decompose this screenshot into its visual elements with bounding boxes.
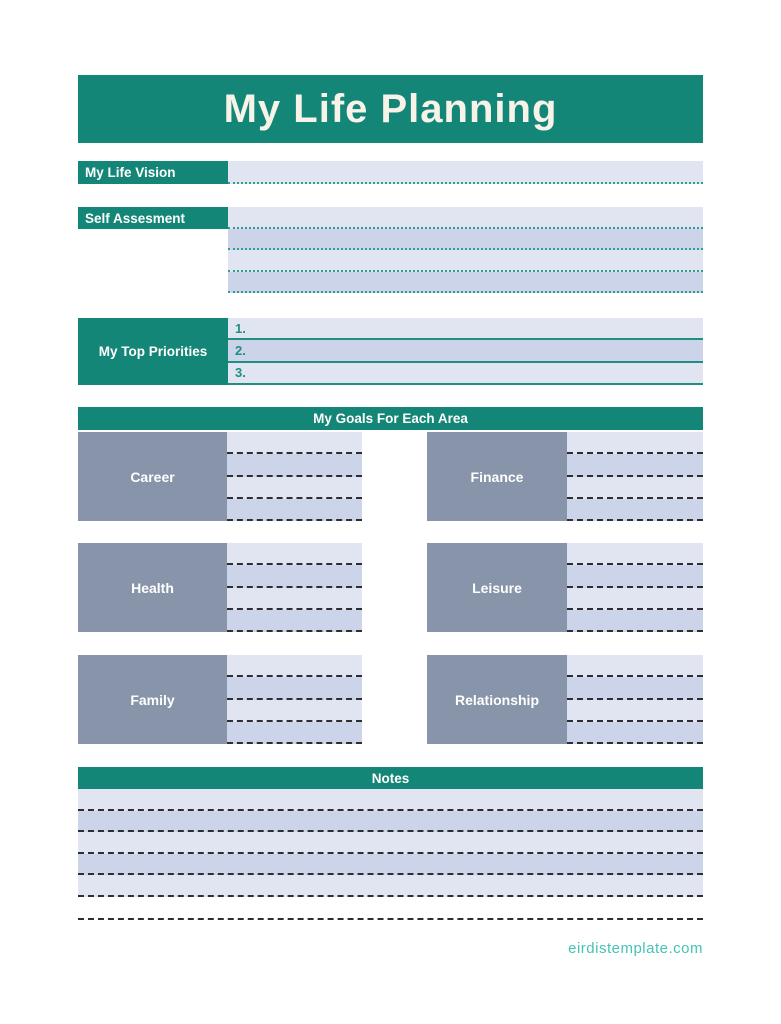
top-priorities-list (228, 318, 703, 385)
page-header (78, 75, 703, 143)
write-line (567, 565, 703, 587)
notes-write-area (78, 789, 703, 897)
write-line (228, 207, 703, 229)
write-line (78, 789, 703, 811)
write-line (227, 454, 362, 476)
page-title: My Life Planning (223, 86, 558, 131)
section-label-self-assessment: Self Assesment (78, 207, 228, 229)
write-line (567, 588, 703, 610)
goal-write-area-family (227, 655, 362, 744)
self-assessment-write-area (228, 207, 703, 293)
write-line (78, 811, 703, 833)
write-line (228, 250, 703, 272)
goal-box-leisure: Leisure (427, 543, 567, 632)
write-line (78, 854, 703, 876)
write-line (567, 655, 703, 677)
write-line (78, 832, 703, 854)
goal-write-area-career (227, 432, 362, 521)
write-line (567, 722, 703, 744)
write-line (227, 722, 362, 744)
write-line (567, 543, 703, 565)
goal-write-area-relationship (567, 655, 703, 744)
notes-extra-write-line (78, 918, 703, 920)
goal-box-relationship: Relationship (427, 655, 567, 744)
goal-box-career: Career (78, 432, 227, 521)
write-line (227, 655, 362, 677)
goal-box-finance: Finance (427, 432, 567, 521)
write-line (567, 477, 703, 499)
write-line (227, 700, 362, 722)
goal-box-family: Family (78, 655, 227, 744)
goal-box-health: Health (78, 543, 227, 632)
write-line (78, 875, 703, 897)
site-credit: eirdistemplate.com (568, 940, 703, 957)
goal-write-area-leisure (567, 543, 703, 632)
write-line (227, 565, 362, 587)
write-line (227, 432, 362, 454)
write-line (227, 499, 362, 521)
write-line (567, 610, 703, 632)
priority-row-3: 3. (228, 363, 703, 385)
write-line (228, 229, 703, 251)
goal-write-area-finance (567, 432, 703, 521)
section-label-goals: My Goals For Each Area (78, 407, 703, 430)
write-line (228, 272, 703, 294)
goal-write-area-health (227, 543, 362, 632)
write-line (227, 610, 362, 632)
write-line (567, 499, 703, 521)
write-line (567, 677, 703, 699)
write-line (227, 677, 362, 699)
write-line (567, 454, 703, 476)
priority-row-1: 1. (228, 318, 703, 340)
write-line (567, 432, 703, 454)
write-line (567, 700, 703, 722)
write-line (227, 588, 362, 610)
section-label-notes: Notes (78, 767, 703, 789)
write-line (227, 477, 362, 499)
life-vision-write-line (228, 161, 703, 184)
section-label-top-priorities: My Top Priorities (78, 318, 228, 385)
write-line (227, 543, 362, 565)
section-label-life-vision: My Life Vision (78, 161, 228, 184)
priority-row-2: 2. (228, 340, 703, 362)
